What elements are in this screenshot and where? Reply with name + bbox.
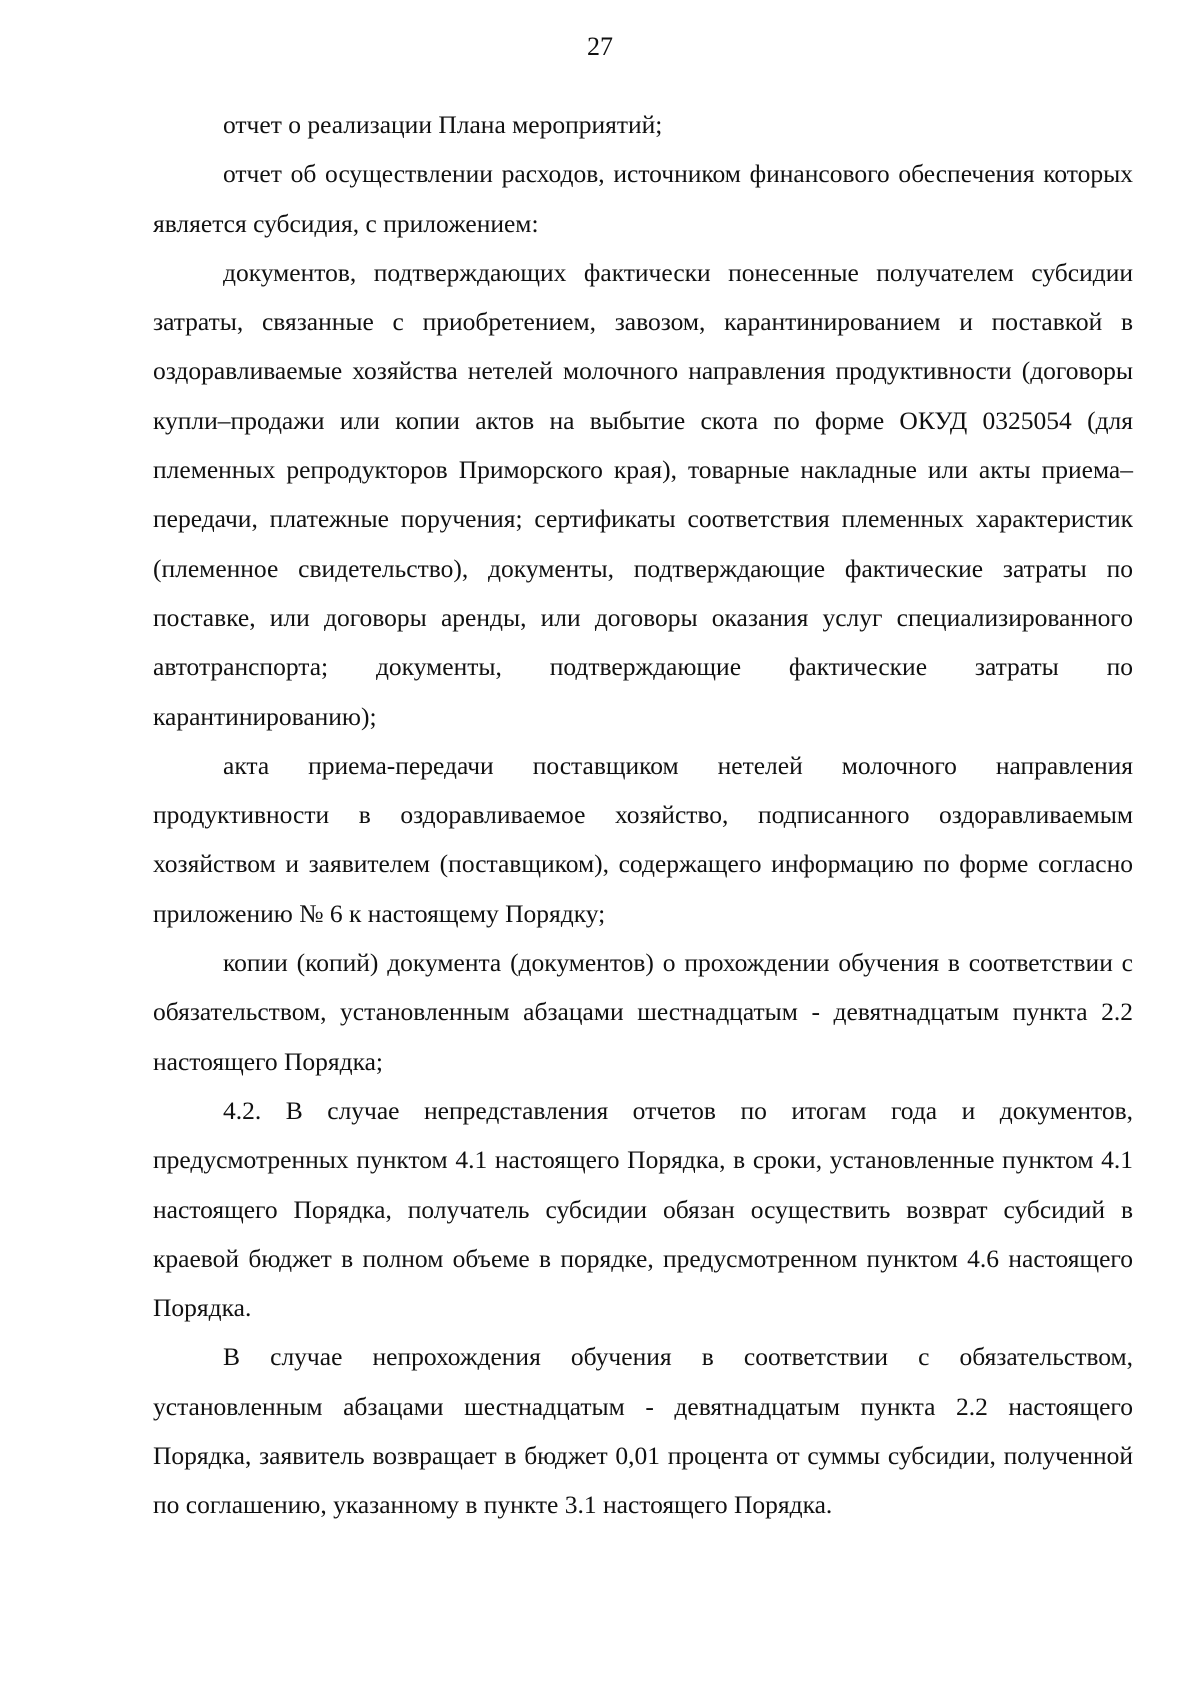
paragraph-transfer-act: акта приема-передачи поставщиком нетелей молочного направления продуктивности в оздоравливаемое хозяйство, подписанного оздоравливаемым хозяйством и заявителем (поставщиком), содержащего информацию по форме согласно приложению № 6 к настоящему Порядку; [153, 750, 1133, 928]
paragraph-clause-4-2: 4.2. В случае непредставления отчетов по итогам года и документов, предусмотренных пунктом 4.1 настоящего Порядка, в сроки, установленные пунктом 4.1 настоящего Порядка, получатель субсидии обязан осуществить возврат субсидий в краевой бюджет в полном объеме в порядке, предусмотренном пунктом 4.6 настоящего Порядка. [153, 1095, 1133, 1323]
paragraph-cost-documents: документов, подтверждающих фактически понесенные получателем субсидии затраты, связанные с приобретением, завозом, карантинированием и поставкой в оздоравливаемые хозяйства нетелей молочного направления продуктивности (договоры купли–продажи или копии актов на выбытие скота по форме ОКУД 0325054 (для племенных репродукторов Приморского края), товарные накладные или акты приема–передачи, платежные поручения; сертификаты соответствия племенных характеристик (племенное свидетельство), документы, подтверждающие фактические затраты по поставке, или договоры аренды, или договоры оказания услуг специализированного автотранспорта; документы, подтверждающие фактические затраты по карантинированию); [153, 257, 1133, 731]
page-number: 27 [587, 32, 613, 61]
paragraph-training-refund: В случае непрохождения обучения в соответствии с обязательством, установленным абзацами шестнадцатым - девятнадцатым пункта 2.2 настоящего Порядка, заявитель возвращает в бюджет 0,01 процента от суммы субсидии, полученной по соглашению, указанному в пункте 3.1 настоящего Порядка. [153, 1342, 1133, 1520]
paragraph-expense-report: отчет об осуществлении расходов, источником финансового обеспечения которых является субсидия, с приложением: [153, 159, 1133, 238]
paragraph-training-documents: копии (копий) документа (документов) о прохождении обучения в соответствии с обязательством, установленным абзацами шестнадцатым - девятнадцатым пункта 2.2 настоящего Порядка; [153, 948, 1133, 1076]
document-body [153, 100, 1133, 1530]
paragraph-plan-report: отчет о реализации Плана мероприятий; [223, 110, 663, 139]
